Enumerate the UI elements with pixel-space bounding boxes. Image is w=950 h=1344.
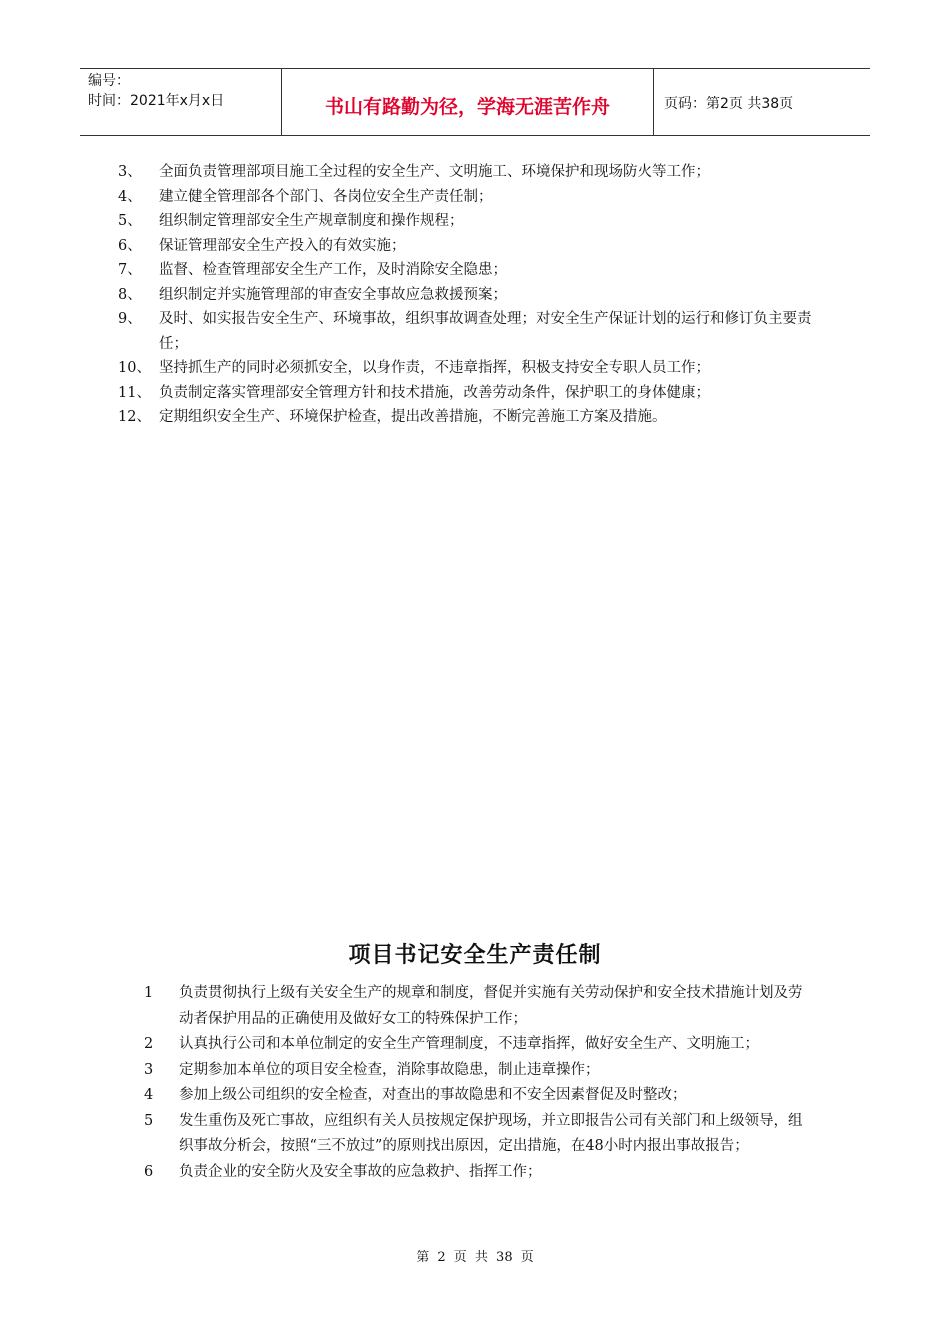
item-text: 全面负责管理部项目施工全过程的安全生产、文明施工、环境保护和现场防火等工作； (159, 164, 710, 180)
section-title: 项目书记安全生产责任制 (348, 943, 602, 968)
list-item (144, 1160, 812, 1186)
item-text: 负责企业的安全防火及安全事故的应急救护、指挥工作； (179, 1163, 542, 1180)
list-item (118, 234, 818, 259)
list-item (118, 209, 818, 234)
list-item (144, 1083, 812, 1109)
item-number: 8、 (118, 286, 142, 303)
item-text: 认真执行公司和本单位制定的安全生产管理制度，不违章指挥，做好安全生产、文明施工； (179, 1036, 759, 1052)
item-number: 7、 (118, 262, 142, 278)
list-item (144, 981, 812, 1032)
document-number-label: 编号： (88, 73, 130, 89)
item-text: 组织制定管理部安全生产规章制度和操作规程； (159, 213, 464, 229)
page-footer: 第 2 页 共 38 页 (416, 1250, 534, 1265)
item-text: 建立健全管理部各个部门、各岗位安全生产责任制； (159, 188, 493, 205)
item-text: 定期参加本单位的项目安全检查，消除事故隐患，制止违章操作； (179, 1061, 600, 1078)
list-item (118, 356, 818, 381)
item-number: 4 (144, 1087, 154, 1103)
header-meta-cell (80, 69, 282, 135)
item-text: 发生重伤及死亡事故，应组织有关人员按规定保护现场，并立即报告公司有关部门和上级领导，组织事故分析会，按照“三不放过”的原则找出原因，定出措施，在48小时内报出事故报告； (179, 1112, 803, 1154)
list-item (118, 160, 818, 185)
item-text: 定期组织安全生产、环境保护检查，提出改善措施，不断完善施工方案及措施。 (159, 409, 667, 425)
page-header (80, 68, 870, 136)
header-motto: 书山有路勤为径，学海无涯苦作舟 (282, 69, 654, 135)
item-text: 负责贯彻执行上级有关安全生产的规章和制度，督促并实施有关劳动保护和安全技术措施计划及劳动者保护用品的正确使用及做好女工的特殊保护工作； (179, 985, 803, 1027)
list-item (144, 1109, 812, 1160)
item-text: 参加上级公司组织的安全检查，对查出的事故隐患和不安全因素督促及时整改； (179, 1087, 687, 1103)
item-number: 12、 (118, 409, 151, 425)
item-number: 3、 (118, 164, 142, 180)
item-number: 2 (144, 1036, 154, 1052)
item-number: 10、 (118, 360, 151, 376)
list-item (118, 381, 818, 406)
item-text: 监督、检查管理部安全生产工作，及时消除安全隐患； (159, 262, 507, 278)
item-number: 11、 (118, 384, 151, 401)
item-number: 9、 (118, 311, 142, 327)
item-text: 及时、如实报告安全生产、环境事故，组织事故调查处理；对安全生产保证计划的运行和修订负主要责任； (159, 311, 812, 352)
responsibility-list-top (118, 160, 818, 430)
item-text: 组织制定并实施管理部的审查安全事故应急救援预案； (159, 286, 507, 303)
item-number: 6 (144, 1163, 154, 1180)
list-item (118, 405, 818, 430)
item-number: 1 (144, 985, 154, 1001)
list-item (118, 283, 818, 308)
header-page-info: 页码：第2页 共38页 (664, 96, 794, 112)
list-item (144, 1032, 812, 1058)
item-number: 4、 (118, 188, 142, 205)
list-item (144, 1058, 812, 1084)
item-number: 6、 (118, 237, 142, 254)
document-time-label: 时间：2021年x月x日 (88, 93, 225, 109)
list-item (118, 258, 818, 283)
item-text: 坚持抓生产的同时必须抓安全，以身作责，不违章指挥，积极支持安全专职人员工作； (159, 360, 710, 376)
list-item (118, 185, 818, 210)
item-number: 5 (144, 1112, 154, 1129)
item-number: 3 (144, 1061, 154, 1078)
item-text: 负责制定落实管理部安全管理方针和技术措施，改善劳动条件，保护职工的身体健康； (159, 384, 710, 401)
item-text: 保证管理部安全生产投入的有效实施； (159, 237, 406, 254)
responsibility-list-bottom (144, 981, 812, 1185)
list-item (118, 307, 818, 356)
item-number: 5、 (118, 213, 142, 229)
